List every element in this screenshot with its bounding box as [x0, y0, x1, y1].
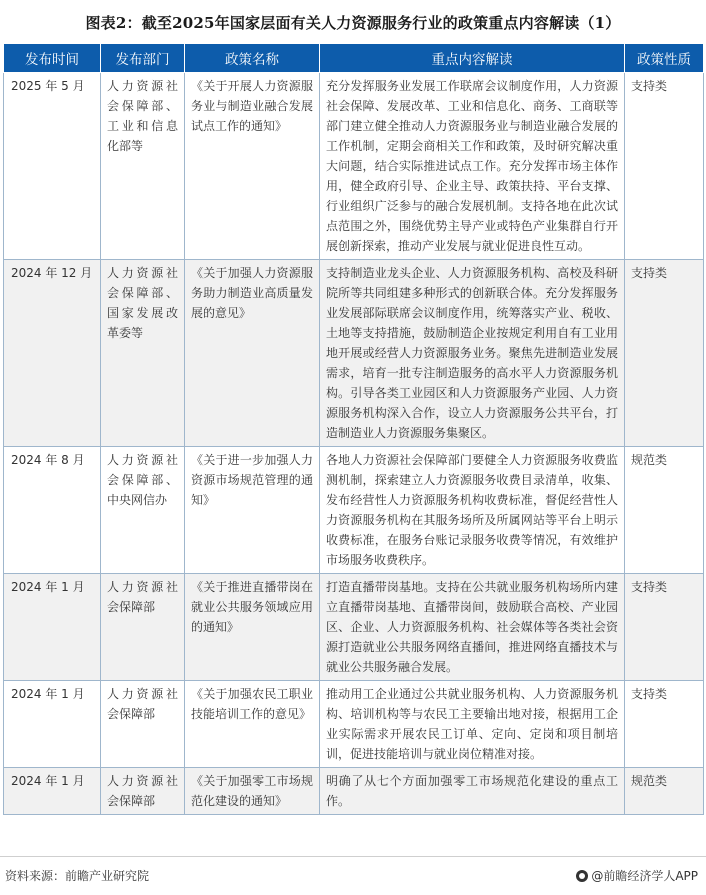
cell-nature: 支持类 [625, 574, 704, 681]
cell-nature: 支持类 [625, 73, 704, 260]
header-nature: 政策性质 [625, 44, 704, 73]
footer [0, 856, 706, 895]
table-row [4, 260, 704, 447]
cell-nature: 规范类 [625, 447, 704, 574]
table-header-row [4, 44, 704, 73]
cell-content: 充分发挥服务业发展工作联席会议制度作用，人力资源社会保障、发展改革、工业和信息化、商务、工商联等部门建立健全推动人力资源服务业与制造业融合发展的工作机制，定期会商相关工作和政策，及时研究解决重大问题，结合实际推进试点工作。充分发挥市场主体作用，健全政府引导、企业主导、政策扶持、平台支撑、行业组织广泛参与的融合发展机制。支持各地在此次试点范围之外，围绕优势主导产业或特色产业集群自行开展创新探索，推动产业发展与就业促进良性互动。 [320, 73, 625, 260]
table-row [4, 681, 704, 768]
cell-date: 2024 年 1 月 [4, 768, 101, 815]
cell-date: 2025 年 5 月 [4, 73, 101, 260]
cell-dept: 人力资源社会保障部、工业和信息化部等 [101, 73, 185, 260]
cell-policy-name: 《关于进一步加强人力资源市场规范管理的通知》 [185, 447, 320, 574]
cell-date: 2024 年 1 月 [4, 681, 101, 768]
cell-nature: 支持类 [625, 260, 704, 447]
brand-credit [576, 867, 698, 884]
policy-table [3, 43, 704, 815]
cell-date: 2024 年 12 月 [4, 260, 101, 447]
header-dept: 发布部门 [101, 44, 185, 73]
cell-content: 打造直播带岗基地。支持在公共就业服务机构场所内建立直播带岗基地、直播带岗间，鼓励联合高校、产业园区、企业、人力资源服务机构、社会媒体等各类社会资源打造就业公共服务网络直播间，推进网络直播技术与就业公共服务融合发展。 [320, 574, 625, 681]
cell-content: 支持制造业龙头企业、人力资源服务机构、高校及科研院所等共同组建多种形式的创新联合体。充分发挥服务业发展部际联席会议制度作用，统筹落实产业、税收、土地等支持措施，鼓励制造企业按规定利用自有工业用地开展或经营人力资源服务业务。聚焦先进制造业发展需求，培育一批专注制造服务的高水平人力资源服务机构。引导各类工业园区和人力资源服务产业园、人力资源服务机构深入合作，设立人力资源服务公共平台，打造制造业人力资源服务集聚区。 [320, 260, 625, 447]
cell-dept: 人力资源社会保障部 [101, 681, 185, 768]
cell-dept: 人力资源社会保障部 [101, 768, 185, 815]
table-row [4, 447, 704, 574]
cell-date: 2024 年 8 月 [4, 447, 101, 574]
cell-content: 各地人力资源社会保障部门要健全人力资源服务收费监测机制，探索建立人力资源服务收费目录清单，收集、发布经营性人力资源服务机构收费标准，督促经营性人力资源服务机构在其服务场所及所属网站等平台上明示收费标准，在服务台账记录服务收费等情况，有效维护市场服务收费秩序。 [320, 447, 625, 574]
table-row [4, 73, 704, 260]
cell-policy-name: 《关于加强人力资源服务助力制造业高质量发展的意见》 [185, 260, 320, 447]
source-note: 资料来源：前瞻产业研究院 [5, 869, 150, 883]
brand-label: @前瞻经济学人APP [591, 869, 698, 883]
cell-content: 明确了从七个方面加强零工市场规范化建设的重点工作。 [320, 768, 625, 815]
cell-dept: 人力资源社会保障部、国家发展改革委等 [101, 260, 185, 447]
table-row [4, 574, 704, 681]
cell-dept: 人力资源社会保障部、中央网信办 [101, 447, 185, 574]
table-row [4, 768, 704, 815]
cell-nature: 支持类 [625, 681, 704, 768]
cell-policy-name: 《关于开展人力资源服务业与制造业融合发展试点工作的通知》 [185, 73, 320, 260]
header-name: 政策名称 [185, 44, 320, 73]
cell-policy-name: 《关于推进直播带岗在就业公共服务领域应用的通知》 [185, 574, 320, 681]
cell-dept: 人力资源社会保障部 [101, 574, 185, 681]
header-content: 重点内容解读 [320, 44, 625, 73]
qianzhan-logo-icon [576, 870, 588, 882]
cell-nature: 规范类 [625, 768, 704, 815]
chart-title: 图表2：截至2025年国家层面有关人力资源服务行业的政策重点内容解读（1） [85, 14, 621, 32]
cell-content: 推动用工企业通过公共就业服务机构、人力资源服务机构、培训机构等与农民工主要输出地对接，根据用工企业实际需求开展农民工订单、定向、定岗和项目制培训，促进技能培训与就业岗位精准对接。 [320, 681, 625, 768]
cell-date: 2024 年 1 月 [4, 574, 101, 681]
cell-policy-name: 《关于加强零工市场规范化建设的通知》 [185, 768, 320, 815]
cell-policy-name: 《关于加强农民工职业技能培训工作的意见》 [185, 681, 320, 768]
header-date: 发布时间 [4, 44, 101, 73]
